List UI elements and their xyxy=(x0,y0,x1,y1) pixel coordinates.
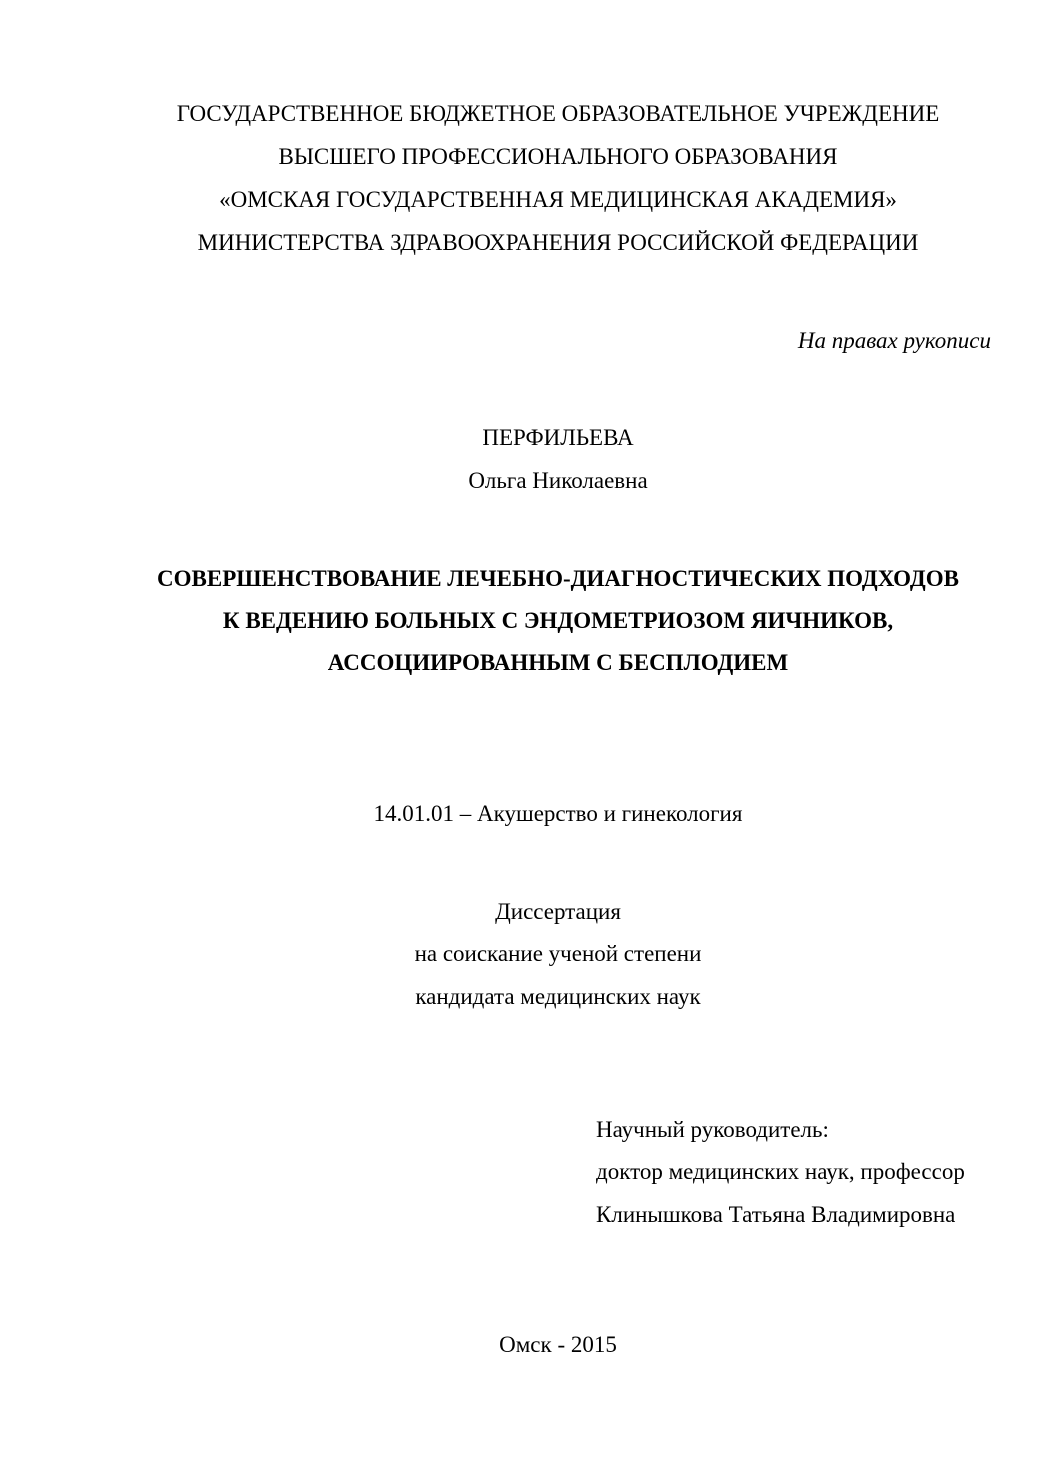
manuscript-note: На правах рукописи xyxy=(797,328,991,353)
degree-line-2: на соискание ученой степени xyxy=(414,941,702,966)
supervisor-name: Клинышкова Татьяна Владимировна xyxy=(596,1202,956,1227)
supervisor-degree: доктор медицинских наук, профессор xyxy=(596,1159,965,1184)
dissertation-title-line-1: СОВЕРШЕНСТВОВАНИЕ ЛЕЧЕБНО-ДИАГНОСТИЧЕСКИХ ПОДХОДОВ xyxy=(157,566,959,591)
degree-line-3: кандидата медицинских наук xyxy=(415,984,701,1009)
specialty: 14.01.01 – Акушерство и гинекология xyxy=(373,801,743,826)
author-surname: ПЕРФИЛЬЕВА xyxy=(482,425,634,450)
degree-line-1: Диссертация xyxy=(495,899,621,924)
dissertation-title-line-3: АССОЦИИРОВАННЫМ С БЕСПЛОДИЕМ xyxy=(327,650,789,675)
place-year: Омск - 2015 xyxy=(499,1332,617,1357)
institution-line-4: МИНИСТЕРСТВА ЗДРАВООХРАНЕНИЯ РОССИЙСКОЙ ФЕДЕРАЦИИ xyxy=(197,230,919,255)
institution-line-1: ГОСУДАРСТВЕННОЕ БЮДЖЕТНОЕ ОБРАЗОВАТЕЛЬНОЕ УЧРЕЖДЕНИЕ xyxy=(176,101,940,126)
institution-line-2: ВЫСШЕГО ПРОФЕССИОНАЛЬНОГО ОБРАЗОВАНИЯ xyxy=(278,144,838,169)
institution-line-3: «ОМСКАЯ ГОСУДАРСТВЕННАЯ МЕДИЦИНСКАЯ АКАДЕМИЯ» xyxy=(219,187,897,212)
author-given-names: Ольга Николаевна xyxy=(468,468,648,493)
supervisor-label: Научный руководитель: xyxy=(596,1117,829,1142)
dissertation-title-line-2: К ВЕДЕНИЮ БОЛЬНЫХ С ЭНДОМЕТРИОЗОМ ЯИЧНИКОВ, xyxy=(222,608,894,633)
